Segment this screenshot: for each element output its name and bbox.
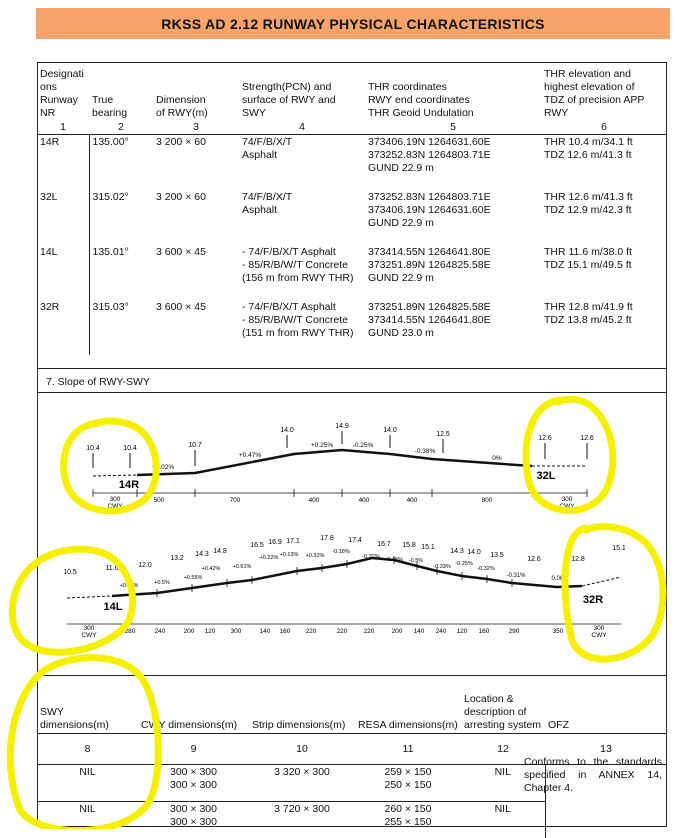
runway-label-32r: 32R	[582, 594, 604, 606]
header-strip: Strip dimensions(m)	[249, 677, 355, 734]
bottom-elev-label: 12.8	[571, 556, 585, 563]
bottom-distance-label: 120	[456, 628, 468, 635]
bottom-slope-label: +0.5%	[154, 580, 170, 586]
bottom-elev-label: 16.7	[377, 541, 391, 548]
header-elevation: THR elevation and highest elevation of TDZ of precision APP RWY	[544, 68, 645, 119]
bottom-slope-label: +0.22%	[259, 555, 279, 561]
bottom-distance-label: 350	[552, 628, 564, 635]
bottom-slope-label: +0.13%	[279, 552, 299, 558]
table-row: 14R 135.00° 3 200 × 60 74/F/B/X/T Asphalt 373406.19N 1264631.60E 373252.83N 1264803.71E GUND 22.9 m THR 10.4 m/34.1 ft TDZ 12.6 m/41.3 ft	[37, 135, 667, 191]
bottom-cwy-left: 300	[83, 625, 95, 632]
bottom-slope-label: -0.48%	[385, 557, 403, 563]
table-row: 32L 315.02° 3 200 × 60 74/F/B/X/T Asphalt 373252.83N 1264803.71E 373406.19N 1264631.60E GUND 22.9 m THR 12.6 m/41.3 ft TDZ 12.9 m/42.3 ft	[37, 190, 667, 245]
bottom-elev-label: 14.8	[213, 548, 227, 555]
top-distance-label: 500	[153, 497, 165, 504]
top-distance-label: 400	[308, 497, 320, 504]
bottom-distance-label: 220	[305, 628, 317, 635]
top-profile-cwy-left	[93, 475, 137, 476]
bottom-distance-label: 160	[279, 628, 291, 635]
bottom-distance-label: 300	[230, 628, 242, 635]
bottom-distance-label: 280	[124, 628, 136, 635]
top-cwy-right: 300	[561, 496, 573, 503]
bottom-elev-label: 15.8	[402, 542, 416, 549]
divider	[37, 368, 667, 369]
top-profile-line	[137, 450, 532, 475]
top-elev-label: 12.6	[538, 435, 552, 442]
bottom-slope-label: -0.5%	[408, 558, 424, 564]
bottom-elev-label: 13.2	[170, 555, 184, 562]
column-numbers: 8 9 10 11 12 13	[37, 734, 667, 765]
top-elev-label: 10.7	[188, 442, 202, 449]
top-distance-label: 700	[229, 497, 241, 504]
bottom-cwy-right-label: CWY	[591, 632, 607, 639]
table-row: NIL 300 × 300 300 × 300 3 320 × 300 259 × 150 250 × 150 NIL	[37, 765, 667, 802]
top-elev-label: 14.9	[335, 423, 349, 430]
header-bearing: True bearing	[92, 94, 128, 119]
header-arresting: Location & description of arresting system	[461, 677, 545, 734]
bottom-elev-label: 14.3	[450, 548, 464, 555]
bottom-slope-label: +0.25%	[119, 583, 139, 589]
bottom-distance-label: 200	[183, 628, 195, 635]
divider	[37, 675, 667, 676]
bottom-slope-label: -0.32%	[477, 566, 495, 572]
bottom-slope-label: -0.32%	[362, 554, 380, 560]
bottom-distance-label: 220	[363, 628, 375, 635]
bottom-distance-label: 240	[435, 628, 447, 635]
bottom-elev-label: 17.4	[348, 537, 362, 544]
top-slope-label: 0%	[492, 455, 502, 462]
top-elev-label: 10.4	[123, 445, 137, 452]
top-cwy-left-label: CWY	[107, 503, 123, 510]
bottom-profile-cwy-right	[582, 577, 621, 586]
top-profile	[86, 423, 594, 510]
bottom-slope-label: -0.25%	[455, 561, 473, 567]
header-strength: Strength(PCN) and surface of RWY and SWY	[242, 81, 336, 119]
bottom-slope-label: +0.61%	[232, 564, 252, 570]
table-row: NIL 300 × 300 300 × 300 3 720 × 300 260 × 150 255 × 150 NIL	[37, 802, 667, 838]
bottom-elev-label: 15.1	[421, 544, 435, 551]
top-slope-label: -0.25%	[352, 442, 374, 449]
top-slope-label: +0.02%	[151, 464, 175, 471]
bottom-slope-label: 0.06%	[551, 576, 569, 582]
bottom-cwy-left-label: CWY	[81, 632, 97, 639]
header-designations: Designati ons Runway NR	[40, 68, 84, 119]
table-row: 32R 315.03° 3 600 × 45 - 74/F/B/X/T Asphalt - 85/R/B/W/T Concrete (151 m from RWY THR) 373251.89N 1264825.58E 373414.55N 1264641.80E GUND 23.0 m THR 12.8 m/41.9 ft TDZ 13.8 m/45.2 ft	[37, 300, 667, 355]
top-cwy-left: 300	[109, 496, 121, 503]
bottom-slope-label: +0.55%	[183, 575, 203, 581]
bottom-elev-label: 17.1	[286, 538, 300, 545]
top-slope-label: -0.38%	[414, 448, 436, 455]
bottom-elev-label: 17.8	[320, 535, 334, 542]
top-slope-label: +0.25%	[310, 442, 334, 449]
top-cwy-right-label: CWY	[559, 503, 575, 510]
header-coordinates: THR coordinates RWY end coordinates THR Geoid Undulation	[368, 81, 474, 119]
bottom-elev-label: 15.1	[612, 545, 626, 552]
header-resa: RESA dimensions(m)	[355, 677, 461, 734]
bottom-distance-label: 220	[336, 628, 348, 635]
bottom-cwy-right: 300	[593, 625, 605, 632]
bottom-slope-label: +0.32%	[305, 553, 325, 559]
page-title: RKSS AD 2.12 RUNWAY PHYSICAL CHARACTERISTICS	[36, 8, 670, 39]
bottom-profile-cwy-left	[67, 596, 112, 598]
slope-section-title: 7. Slope of RWY-SWY	[46, 376, 150, 388]
top-distance-label: 400	[406, 497, 418, 504]
bottom-elev-label: 12.6	[527, 556, 541, 563]
runway-label-14l: 14L	[103, 601, 123, 613]
bottom-distance-label: 290	[508, 628, 520, 635]
bottom-elev-label: 16.9	[268, 539, 282, 546]
header-ofz: OFZ	[545, 677, 667, 734]
header-swy: SWY dimensions(m)	[37, 677, 138, 734]
bottom-profile	[63, 535, 626, 639]
bottom-slope-label: -0.18%	[332, 549, 350, 555]
bottom-elev-label: 16.5	[250, 542, 264, 549]
bottom-slope-label: -0.31%	[506, 573, 526, 579]
bottom-distance-label: 140	[413, 628, 425, 635]
bottom-elev-label: 10.5	[63, 569, 77, 576]
ofz-text: Conforms to the standards specified in ANNEX 14, Chapter 4.	[524, 756, 662, 794]
bottom-elev-label: 11.6	[105, 565, 119, 572]
bottom-slope-label: -0.33%	[433, 564, 451, 570]
runway-table	[37, 62, 667, 355]
bottom-slope-label: +0.42%	[201, 566, 221, 572]
top-elev-label: 12.5	[436, 431, 450, 438]
top-distance-label: 400	[358, 497, 370, 504]
table-row: 14L 135.01° 3 600 × 45 - 74/F/B/X/T Asphalt - 85/R/B/W/T Concrete (156 m from RWY THR) 373414.55N 1264641.80E 373251.89N 1264825.58E GUND 22.9 m THR 11.6 m/38.0 ft TDZ 15.1 m/49.5 ft	[37, 245, 667, 300]
top-elev-label: 12.6	[580, 435, 594, 442]
runway-label-14r: 14R	[118, 479, 140, 491]
bottom-elev-label: 12.0	[138, 562, 152, 569]
bottom-distance-label: 140	[259, 628, 271, 635]
top-elev-label: 14.0	[280, 427, 294, 434]
slope-diagram	[37, 390, 667, 650]
runway-label-32l: 32L	[536, 470, 556, 482]
bottom-distance-label: 160	[478, 628, 490, 635]
top-distance-label: 800	[481, 497, 493, 504]
column-numbers: 1 2 3 4 5 6	[37, 121, 667, 135]
header-cwy: CWY dimensions(m)	[138, 677, 249, 734]
bottom-distance-label: 200	[391, 628, 403, 635]
top-elev-label: 10.4	[86, 445, 100, 452]
bottom-elev-label: 14.0	[467, 549, 481, 556]
top-elev-label: 14.0	[383, 427, 397, 434]
bottom-elev-label: 13.5	[490, 552, 504, 559]
header-dimension: Dimension of RWY(m)	[156, 94, 208, 119]
bottom-distance-label: 240	[154, 628, 166, 635]
top-slope-label: +0.47%	[238, 452, 262, 459]
bottom-distance-label: 120	[204, 628, 216, 635]
bottom-elev-label: 14.3	[195, 551, 209, 558]
